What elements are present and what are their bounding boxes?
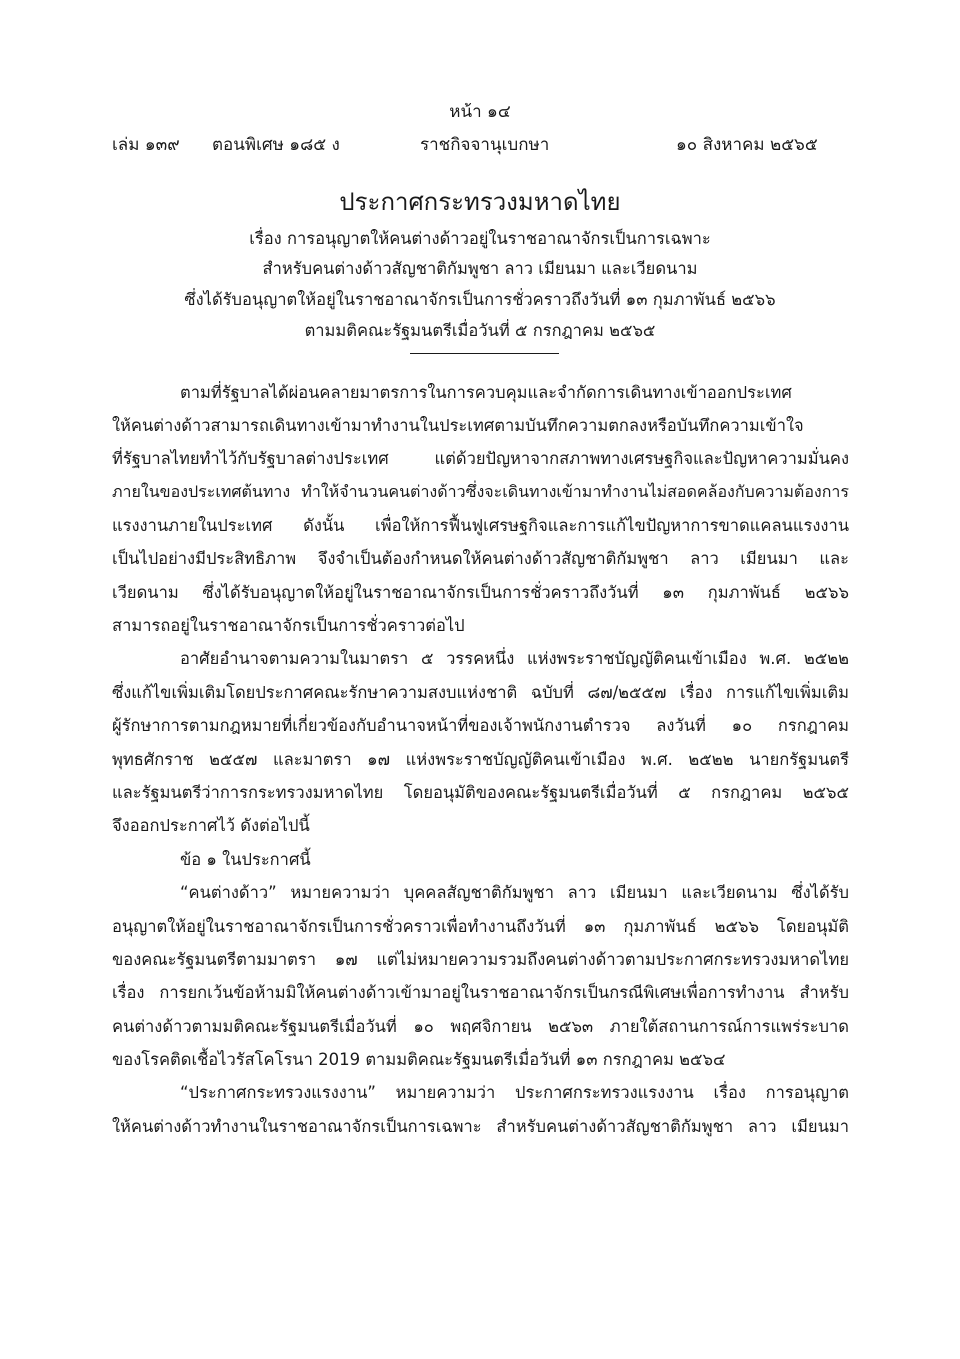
body-line: ให้คนต่างด้าวทำงานในราชอาณาจักรเป็นการเฉพาะ สำหรับคนต่างด้าวสัญชาติกัมพูชา ลาว เมียนมา [112, 1117, 849, 1136]
clause-heading: ข้อ ๑ ในประกาศนี้ [180, 850, 311, 869]
body-line: คนต่างด้าวตามมติคณะรัฐมนตรีเมื่อวันที่ ๑๐ พฤศจิกายน ๒๕๖๓ ภายใต้สถานการณ์การแพร่ระบาด [112, 1017, 849, 1036]
body-line: อนุญาตให้อยู่ในราชอาณาจักรเป็นการชั่วคราวเพื่อทำงานถึงวันที่ ๑๓ กุมภาพันธ์ ๒๕๖๖ โดยอนุมัติ [112, 917, 849, 936]
volume-number: เล่ม ๑๓๙ [112, 135, 180, 155]
body-line: ของโรคติดเชื้อไวรัสโคโรนา 2019 ตามมติคณะรัฐมนตรีเมื่อวันที่ ๑๓ กรกฎาคม ๒๕๖๔ [112, 1050, 726, 1069]
body-line: ที่รัฐบาลไทยทำไว้กับรัฐบาลต่างประเทศ แต่ด้วยปัญหาจากสภาพทางเศรษฐกิจและปัญหาความมั่นคง [112, 449, 849, 468]
body-line: พุทธศักราช ๒๕๕๗ และมาตรา ๑๗ แห่งพระราชบัญญัติคนเข้าเมือง พ.ศ. ๒๕๒๒ นายกรัฐมนตรี [112, 750, 849, 769]
body-line: ตามที่รัฐบาลได้ผ่อนคลายมาตรการในการควบคุมและจำกัดการเดินทางเข้าออกประเทศ [180, 383, 792, 402]
publication-name: ราชกิจจานุเบกษา [420, 135, 550, 155]
subject-line: เรื่อง การอนุญาตให้คนต่างด้าวอยู่ในราชอาณาจักรเป็นการเฉพาะ [249, 229, 711, 248]
body-line: “คนต่างด้าว” หมายความว่า บุคคลสัญชาติกัมพูชา ลาว เมียนมา และเวียดนาม ซึ่งได้รับ [180, 883, 849, 902]
subject-line: สำหรับคนต่างด้าวสัญชาติกัมพูชา ลาว เมียนมา และเวียดนาม [262, 259, 698, 278]
announcement-title: ประกาศกระทรวงมหาดไทย [339, 188, 621, 216]
body-line: สามารถอยู่ในราชอาณาจักรเป็นการชั่วคราวต่อไป [112, 616, 465, 635]
body-line: ซึ่งแก้ไขเพิ่มเติมโดยประกาศคณะรักษาความสงบแห่งชาติ ฉบับที่ ๘๗/๒๕๕๗ เรื่อง การแก้ไขเพิ่มเติม [112, 683, 849, 702]
body-line: เวียดนาม ซึ่งได้รับอนุญาตให้อยู่ในราชอาณาจักรเป็นการชั่วคราวถึงวันที่ ๑๓ กุมภาพันธ์ ๒๕๖๖ [112, 583, 849, 602]
body-line: ของคณะรัฐมนตรีตามมาตรา ๑๗ แต่ไม่หมายความรวมถึงคนต่างด้าวตามประกาศกระทรวงมหาดไทย [112, 950, 849, 969]
body-line: จึงออกประกาศไว้ ดังต่อไปนี้ [112, 816, 310, 835]
body-line: แรงงานภายในประเทศ ดังนั้น เพื่อให้การฟื้นฟูเศรษฐกิจและการแก้ไขปัญหาการขาดแคลนแรงงาน [112, 516, 849, 535]
body-line: ภายในของประเทศต้นทาง ทำให้จำนวนคนต่างด้าวซึ่งจะเดินทางเข้ามาทำงานไม่สอดคล้องกับความต้องการ [112, 482, 849, 501]
section-number: ตอนพิเศษ ๑๘๕ ง [212, 135, 340, 155]
body-line: ให้คนต่างด้าวสามารถเดินทางเข้ามาทำงานในประเทศตามบันทึกความตกลงหรือบันทึกความเข้าใจ [112, 416, 804, 435]
subject-line: ตามมติคณะรัฐมนตรีเมื่อวันที่ ๕ กรกฎาคม ๒๕๖๕ [304, 321, 656, 340]
body-line: อาศัยอำนาจตามความในมาตรา ๕ วรรคหนึ่ง แห่งพระราชบัญญัติคนเข้าเมือง พ.ศ. ๒๕๒๒ [180, 649, 849, 668]
subject-line: ซึ่งได้รับอนุญาตให้อยู่ในราชอาณาจักรเป็นการชั่วคราวถึงวันที่ ๑๓ กุมภาพันธ์ ๒๕๖๖ [184, 290, 776, 309]
body-line: “ประกาศกระทรวงแรงงาน” หมายความว่า ประกาศกระทรวงแรงงาน เรื่อง การอนุญาต [180, 1083, 849, 1102]
page-number: หน้า ๑๔ [449, 102, 511, 122]
body-line: ผู้รักษาการตามกฎหมายที่เกี่ยวข้องกับอำนาจหน้าที่ของเจ้าพนักงานตำรวจ ลงวันที่ ๑๐ กรกฎาคม [112, 716, 849, 735]
body-line: และรัฐมนตรีว่าการกระทรวงมหาดไทย โดยอนุมัติของคณะรัฐมนตรีเมื่อวันที่ ๕ กรกฎาคม ๒๕๖๕ [112, 783, 849, 802]
publication-date: ๑๐ สิงหาคม ๒๕๖๕ [676, 135, 818, 155]
title-divider [410, 353, 559, 354]
body-line: เป็นไปอย่างมีประสิทธิภาพ จึงจำเป็นต้องกำหนดให้คนต่างด้าวสัญชาติกัมพูชา ลาว เมียนมา และ [112, 549, 849, 568]
body-line: เรื่อง การยกเว้นข้อห้ามมิให้คนต่างด้าวเข้ามาอยู่ในราชอาณาจักรเป็นกรณีพิเศษเพื่อการทำงาน สำหรับ [112, 983, 849, 1002]
